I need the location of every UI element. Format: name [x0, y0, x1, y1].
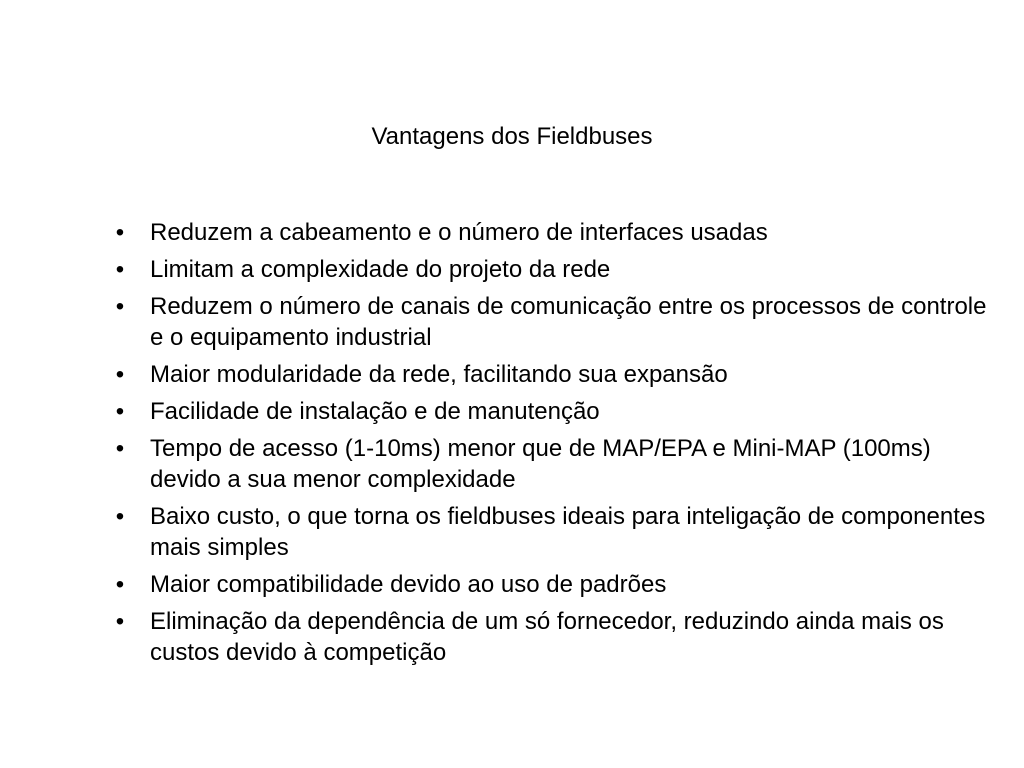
- bullet-icon: •: [115, 571, 125, 598]
- bullet-icon: •: [115, 608, 125, 635]
- bullet-icon: •: [115, 361, 125, 388]
- bullet-text: Reduzem a cabeamento e o número de interfaces usadas: [150, 219, 768, 246]
- bullet-icon: •: [115, 398, 125, 425]
- bullet-item: [110, 433, 990, 495]
- slide-title: Vantagens dos Fieldbuses: [371, 123, 653, 150]
- bullet-item: [110, 396, 990, 427]
- bullet-list: [110, 217, 990, 674]
- bullet-icon: •: [115, 219, 125, 246]
- bullet-icon: •: [115, 293, 125, 320]
- bullet-item: [110, 501, 990, 563]
- bullet-item: [110, 569, 990, 600]
- bullet-item: [110, 291, 990, 353]
- bullet-text: Maior compatibilidade devido ao uso de padrões: [150, 571, 667, 598]
- bullet-item: [110, 606, 990, 668]
- bullet-item: [110, 359, 990, 390]
- bullet-item: [110, 217, 990, 248]
- bullet-text: Tempo de acesso (1-10ms) menor que de MAP/EPA e Mini-MAP (100ms) devido a sua menor complexidade: [150, 435, 931, 493]
- bullet-icon: •: [115, 435, 125, 462]
- bullet-icon: •: [115, 256, 125, 283]
- bullet-text: Eliminação da dependência de um só fornecedor, reduzindo ainda mais os custos devido à competição: [150, 608, 944, 666]
- bullet-text: Baixo custo, o que torna os fieldbuses ideais para inteligação de componentes mais simples: [150, 503, 986, 561]
- bullet-icon: •: [115, 503, 125, 530]
- bullet-text: Maior modularidade da rede, facilitando sua expansão: [150, 361, 728, 388]
- bullet-text: Reduzem o número de canais de comunicação entre os processos de controle e o equipamento industrial: [150, 293, 987, 351]
- bullet-item: [110, 254, 990, 285]
- bullet-text: Limitam a complexidade do projeto da rede: [150, 256, 611, 283]
- bullet-text: Facilidade de instalação e de manutenção: [150, 398, 600, 425]
